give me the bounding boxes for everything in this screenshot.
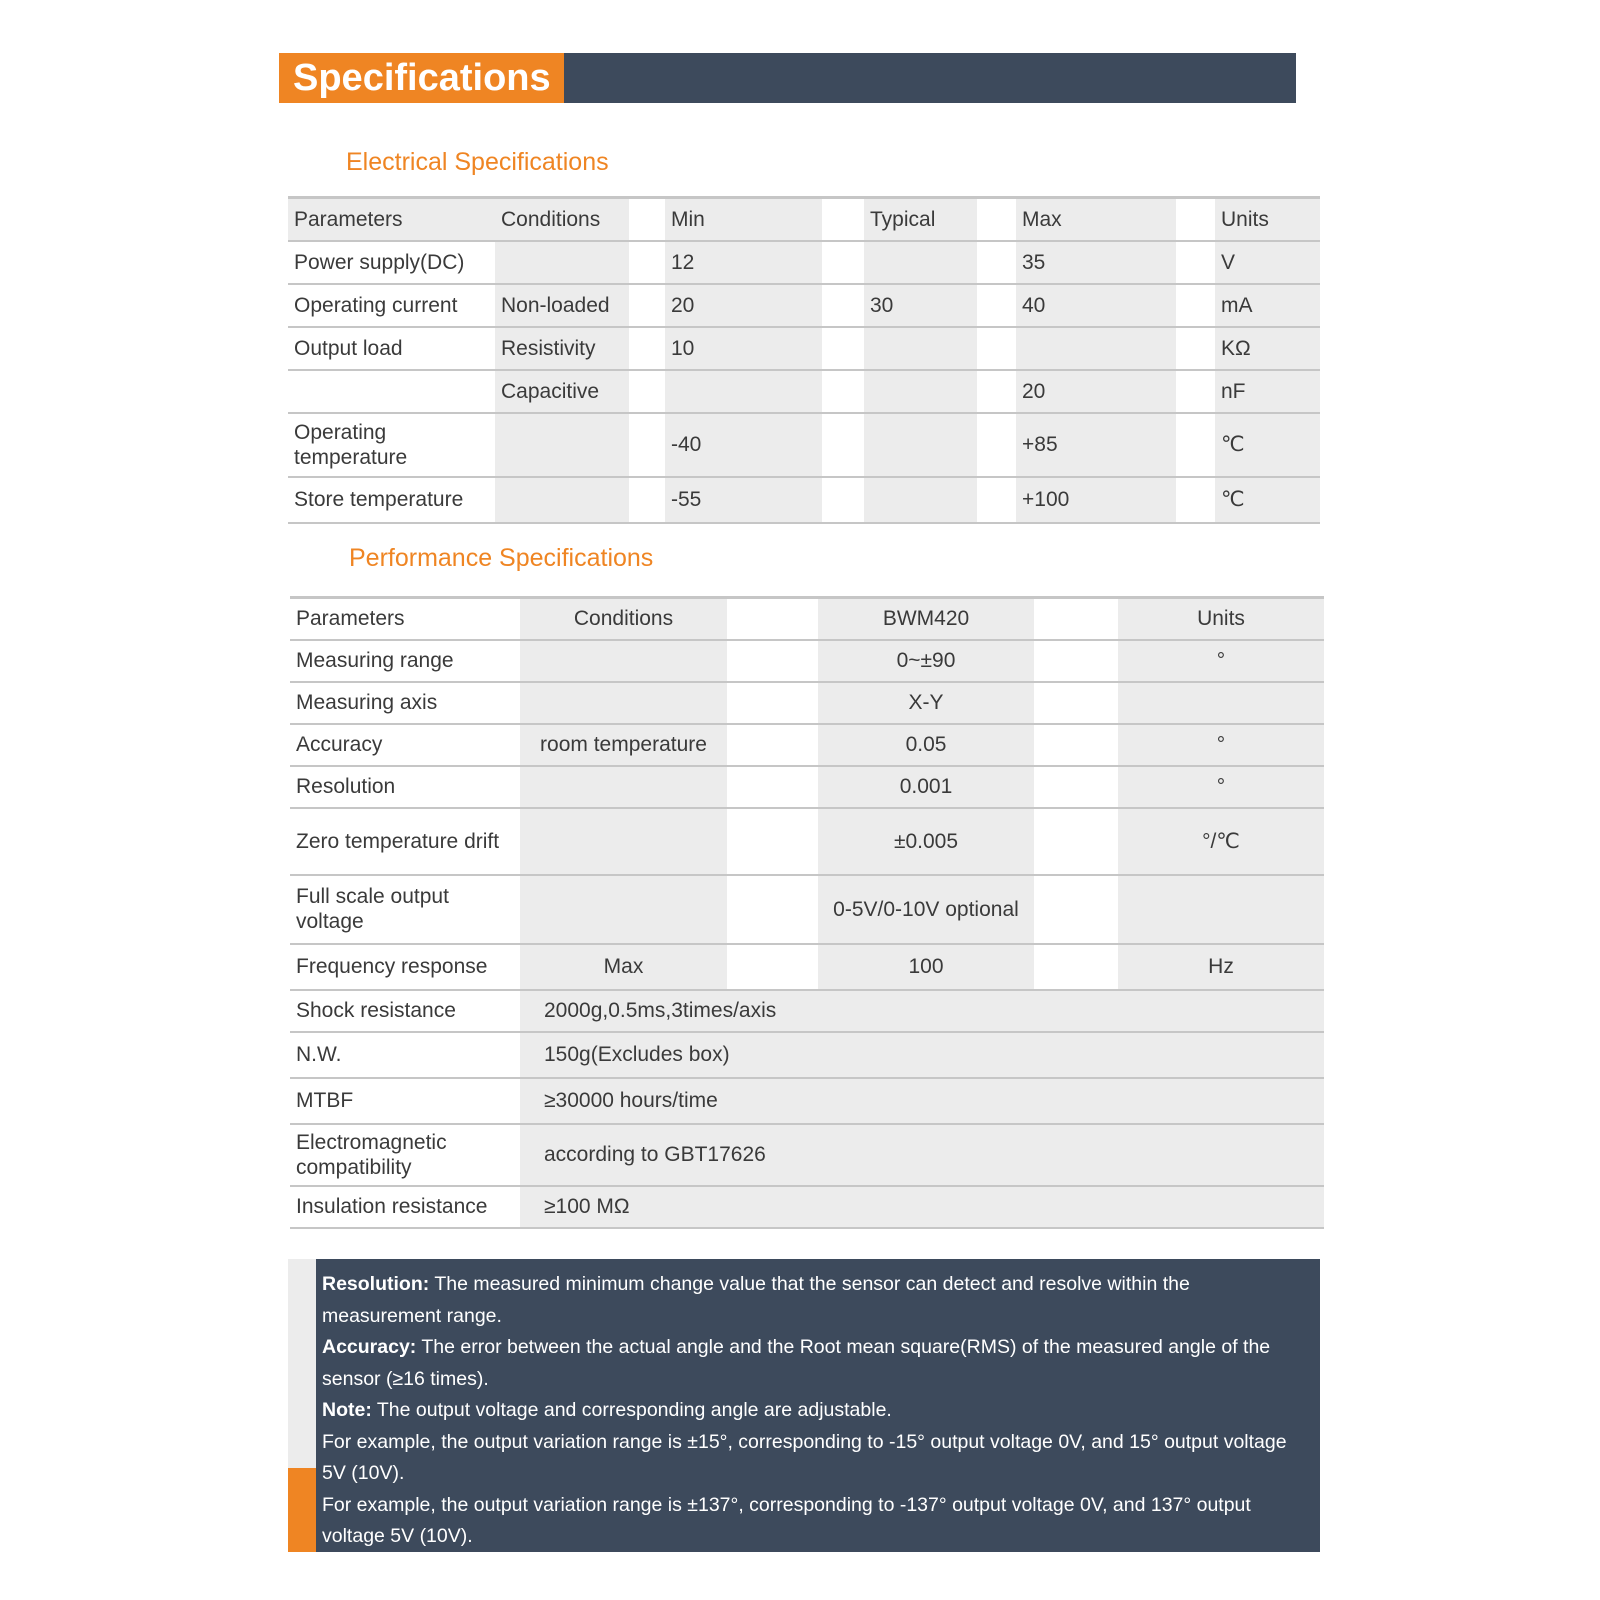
merged-value-cell: according to GBT17626 [520, 1124, 1324, 1186]
param-cell: MTBF [290, 1078, 520, 1124]
column-header: Parameters [290, 598, 520, 640]
typical-cell [864, 477, 977, 523]
conditions-cell: Capacitive [495, 370, 629, 413]
units-cell [1118, 682, 1324, 724]
conditions-cell [520, 640, 727, 682]
param-cell: Measuring range [290, 640, 520, 682]
table-row [288, 413, 1320, 477]
param-cell: Shock resistance [290, 990, 520, 1032]
param-cell: Electromagnetic compatibility [290, 1124, 520, 1186]
param-cell: Accuracy [290, 724, 520, 766]
merged-value-cell: 150g(Excludes box) [520, 1032, 1324, 1078]
units-cell: ℃ [1215, 477, 1320, 523]
min-cell: 20 [665, 284, 822, 327]
param-cell: Operating temperature [288, 413, 495, 477]
header-banner [279, 53, 1296, 103]
performance-section-title: Performance Specifications [349, 544, 654, 572]
merged-value-cell: 2000g,0.5ms,3times/axis [520, 990, 1324, 1032]
electrical-spec-table [288, 196, 1320, 524]
units-cell [1118, 875, 1324, 944]
units-cell: ° [1118, 640, 1324, 682]
electrical-section-title: Electrical Specifications [346, 148, 609, 176]
conditions-cell: Max [520, 944, 727, 990]
param-cell: N.W. [290, 1032, 520, 1078]
performance-spec-table [290, 596, 1324, 1229]
table-row [290, 682, 1324, 724]
units-cell: ° [1118, 766, 1324, 808]
column-header: Conditions [520, 598, 727, 640]
min-cell: -55 [665, 477, 822, 523]
typical-cell [864, 413, 977, 477]
max-cell: +100 [1016, 477, 1176, 523]
max-cell: 35 [1016, 241, 1176, 284]
notes-side-strip [288, 1259, 316, 1552]
table-row [290, 640, 1324, 682]
notes-box [316, 1259, 1320, 1552]
conditions-cell [495, 241, 629, 284]
param-cell: Operating current [288, 284, 495, 327]
merged-value-cell: ≥100 MΩ [520, 1186, 1324, 1228]
value-cell: 0-5V/0-10V optional [818, 875, 1034, 944]
table-row [290, 944, 1324, 990]
table-row [288, 241, 1320, 284]
param-cell: Power supply(DC) [288, 241, 495, 284]
table-row [290, 808, 1324, 875]
conditions-cell [520, 682, 727, 724]
notes-accent-bar [288, 1468, 316, 1552]
max-cell [1016, 327, 1176, 370]
param-cell: Store temperature [288, 477, 495, 523]
table-row [288, 477, 1320, 523]
note-example-15: For example, the output variation range is ±15°, corresponding to -15° output voltage 0V, and 15° output voltage 5V (10V). [322, 1430, 1287, 1484]
note-accuracy: Accuracy: The error between the actual angle and the Root mean square(RMS) of the measured angle of the sensor (≥16 times). [322, 1336, 1271, 1390]
units-cell: mA [1215, 284, 1320, 327]
conditions-cell [520, 766, 727, 808]
column-header: Typical [864, 198, 977, 241]
conditions-cell: Non-loaded [495, 284, 629, 327]
value-cell: ±0.005 [818, 808, 1034, 875]
param-cell: Zero temperature drift [290, 808, 520, 875]
column-header: Conditions [495, 198, 629, 241]
max-cell: 40 [1016, 284, 1176, 327]
value-cell: 100 [818, 944, 1034, 990]
note-adjustable: Note: The output voltage and corresponding angle are adjustable. [322, 1399, 892, 1421]
min-cell: -40 [665, 413, 822, 477]
param-cell: Measuring axis [290, 682, 520, 724]
note-resolution: Resolution: The measured minimum change value that the sensor can detect and resolve within the measurement range. [322, 1273, 1190, 1327]
typical-cell: 30 [864, 284, 977, 327]
table-row [290, 1078, 1324, 1124]
column-header: Units [1215, 198, 1320, 241]
table-row [290, 724, 1324, 766]
table-row [290, 1124, 1324, 1186]
units-cell: °/℃ [1118, 808, 1324, 875]
table-header-row [290, 598, 1324, 640]
table-row [290, 990, 1324, 1032]
param-cell: Insulation resistance [290, 1186, 520, 1228]
page-title: Specifications [279, 53, 564, 103]
max-cell: +85 [1016, 413, 1176, 477]
units-cell: V [1215, 241, 1320, 284]
min-cell: 10 [665, 327, 822, 370]
units-cell: Hz [1118, 944, 1324, 990]
conditions-cell: room temperature [520, 724, 727, 766]
merged-value-cell: ≥30000 hours/time [520, 1078, 1324, 1124]
table-row [290, 1032, 1324, 1078]
units-cell: nF [1215, 370, 1320, 413]
min-cell [665, 370, 822, 413]
conditions-cell [520, 808, 727, 875]
typical-cell [864, 370, 977, 413]
table-row [288, 327, 1320, 370]
value-cell: 0~±90 [818, 640, 1034, 682]
column-header: Min [665, 198, 822, 241]
typical-cell [864, 241, 977, 284]
value-cell: X-Y [818, 682, 1034, 724]
max-cell: 20 [1016, 370, 1176, 413]
column-header: Units [1118, 598, 1324, 640]
conditions-cell: Resistivity [495, 327, 629, 370]
param-cell: Resolution [290, 766, 520, 808]
table-row [290, 875, 1324, 944]
units-cell: KΩ [1215, 327, 1320, 370]
value-cell: 0.001 [818, 766, 1034, 808]
param-cell: Frequency response [290, 944, 520, 990]
column-header: Max [1016, 198, 1176, 241]
typical-cell [864, 327, 977, 370]
param-cell: Output load [288, 327, 495, 370]
param-cell: Full scale output voltage [290, 875, 520, 944]
table-row [288, 284, 1320, 327]
min-cell: 12 [665, 241, 822, 284]
column-header: BWM420 [818, 598, 1034, 640]
conditions-cell [520, 875, 727, 944]
conditions-cell [495, 477, 629, 523]
value-cell: 0.05 [818, 724, 1034, 766]
table-header-row [288, 198, 1320, 241]
conditions-cell [495, 413, 629, 477]
column-header: Parameters [288, 198, 495, 241]
table-row [290, 766, 1324, 808]
units-cell: ° [1118, 724, 1324, 766]
units-cell: ℃ [1215, 413, 1320, 477]
table-row [288, 370, 1320, 413]
param-cell [288, 370, 495, 413]
table-row [290, 1186, 1324, 1228]
note-example-137: For example, the output variation range is ±137°, corresponding to -137° output voltage 0V, and 137° output voltage 5V (10V). [322, 1493, 1251, 1547]
